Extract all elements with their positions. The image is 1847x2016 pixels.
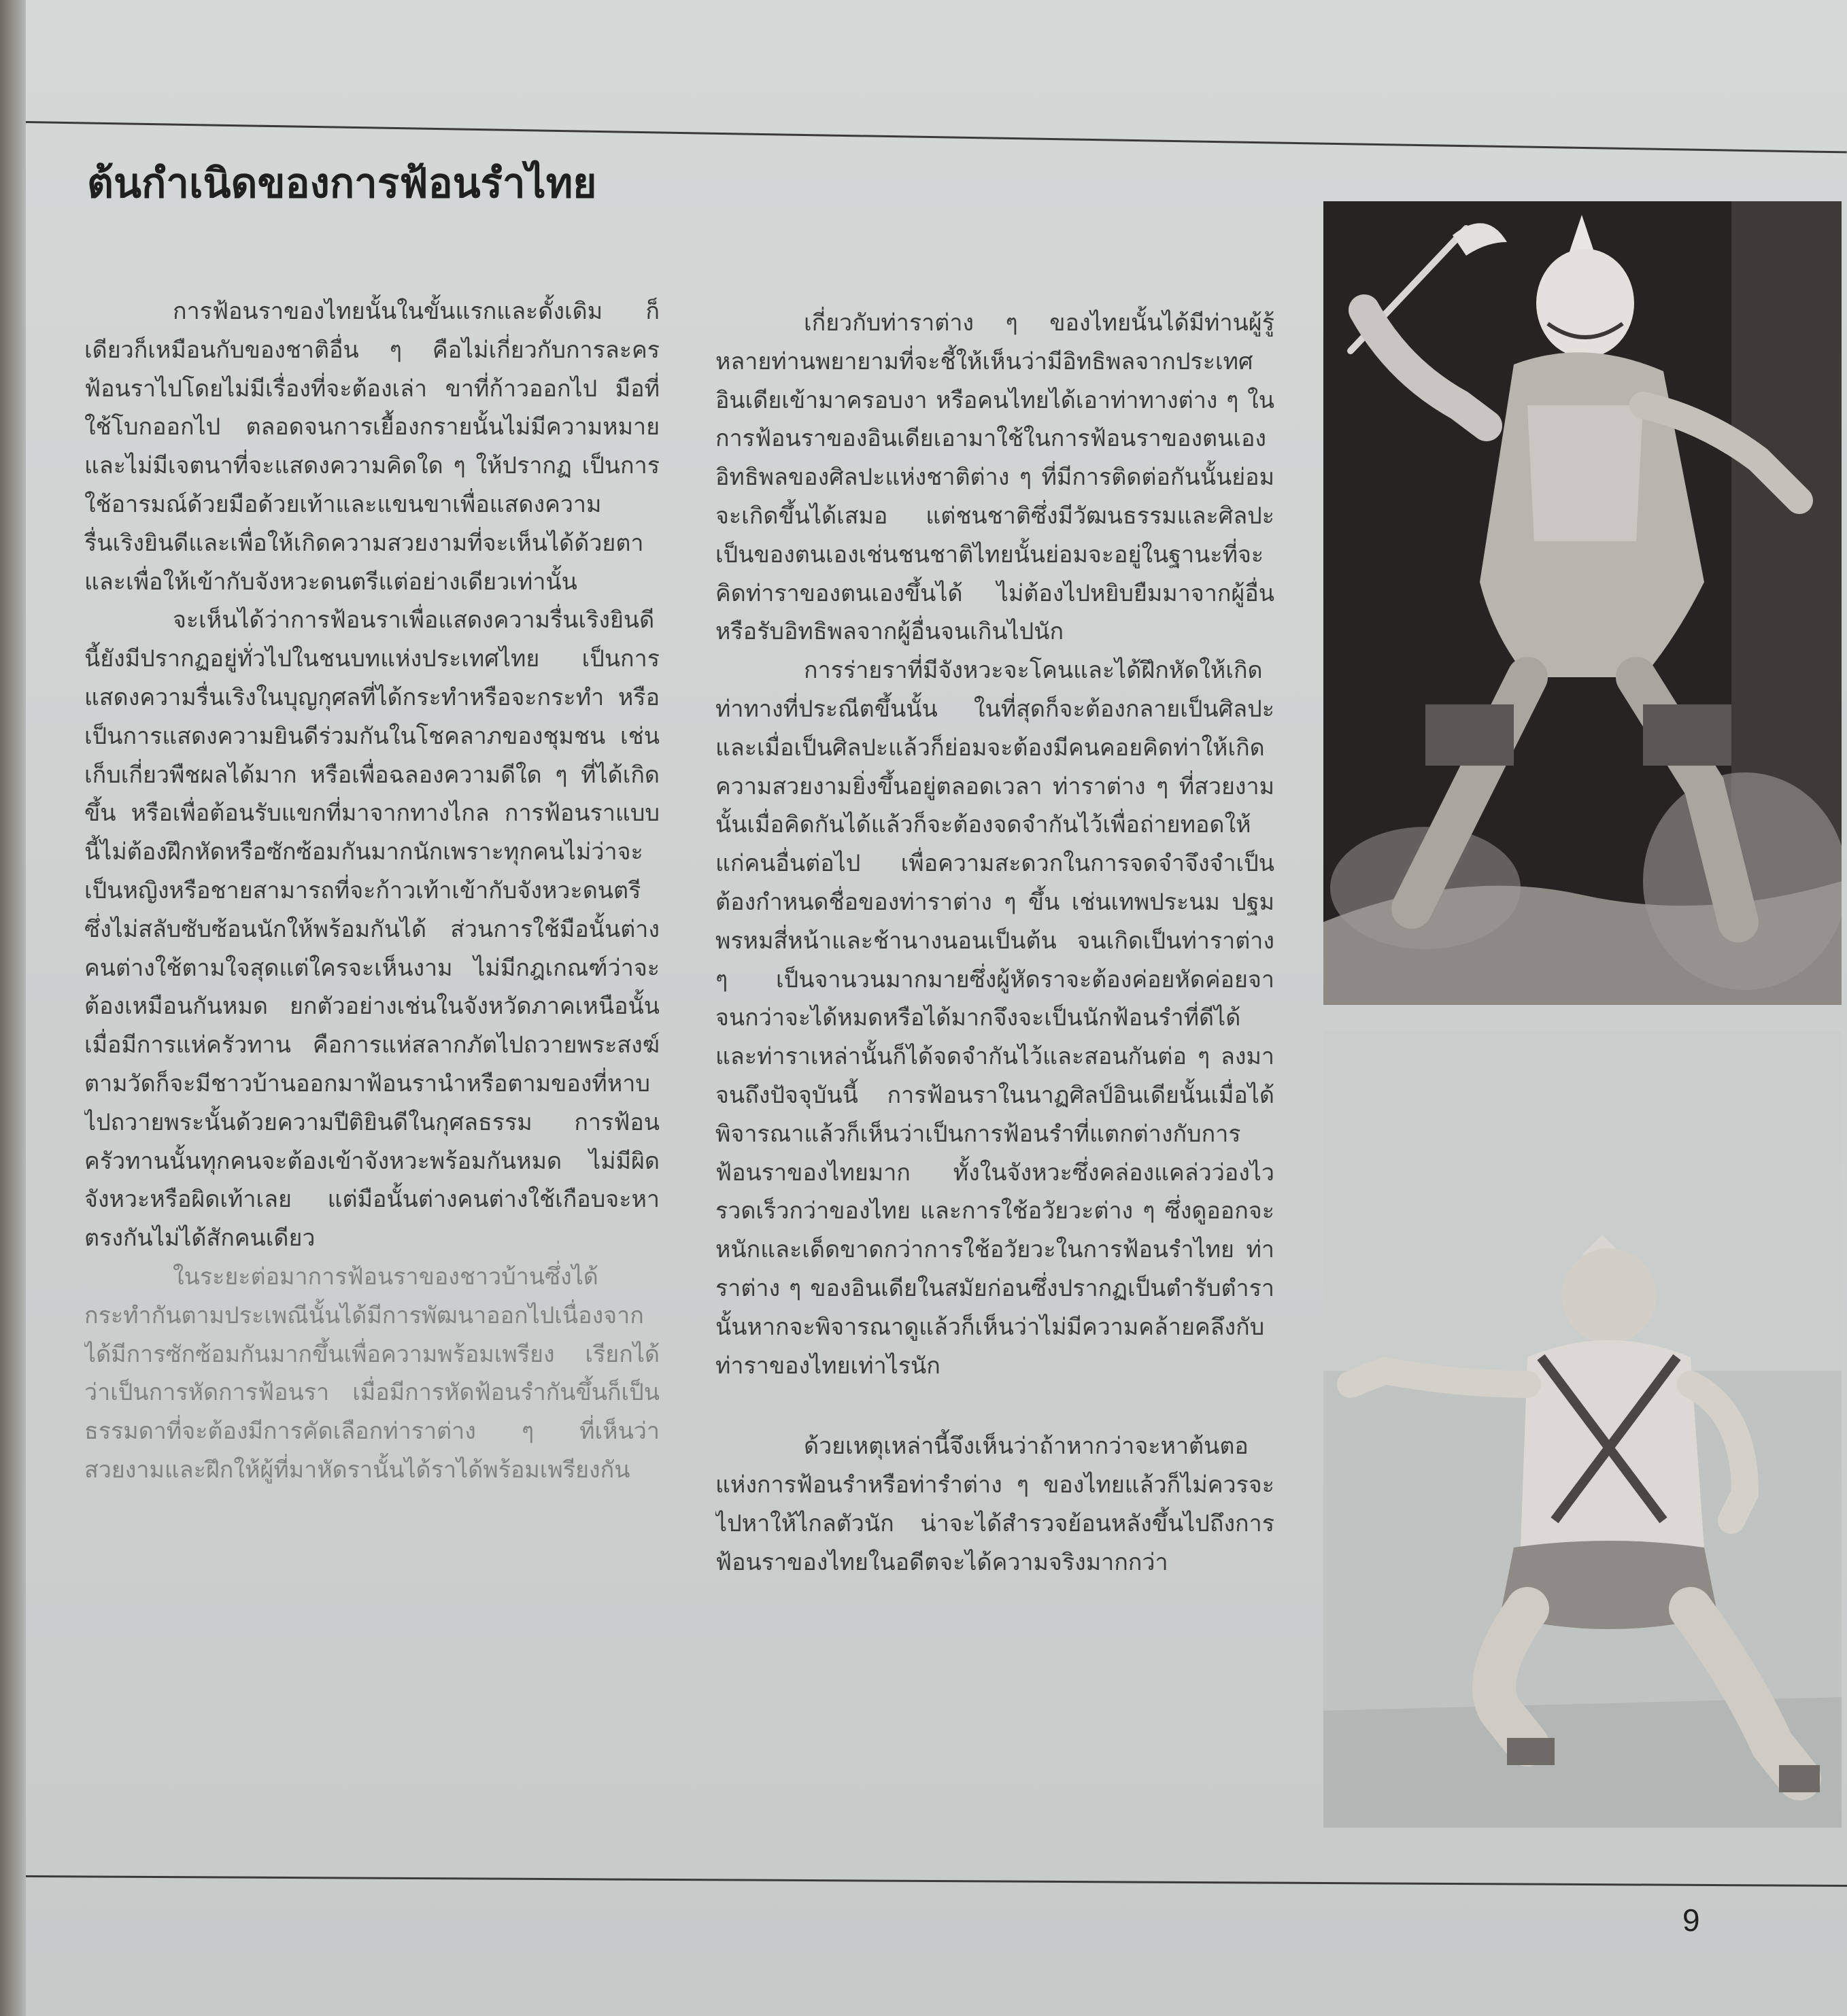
left-paragraph-3: ในระยะต่อมาการฟ้อนราของชาวบ้านซึ่งได้กระทำกันตามประเพณีนั้นได้มีการพัฒนาออกไปเนื่องจากได้มีการซักซ้อมกันมากขึ้นเพื่อความพร้อมเพรียง เรียกได้ว่าเป็นการหัดการฟ้อนรา เมื่อมีการหัดฟ้อนรำกันขึ้นก็เป็นธรรมดาที่จะต้องมีการคัดเลือกท่าราต่าง ๆ ที่เห็นว่าสวยงามและฝึกให้ผู้ที่มาหัดรานั้นได้ราได้พร้อมเพรียงกัน bbox=[84, 1263, 660, 1484]
page-number: 9 bbox=[1682, 1902, 1700, 1938]
book-binding-edge bbox=[0, 0, 26, 2016]
khon-dancer-studio-photo bbox=[1323, 1031, 1842, 1828]
bottom-rule bbox=[26, 1875, 1847, 1887]
middle-paragraph-1: เกี่ยวกับท่าราต่าง ๆ ของไทยนั้นได้มีท่านผู้รู้หลายท่านพยายามที่จะชี้ให้เห็นว่ามีอิทธิพลจากประเทศอินเดียเข้ามาครอบงา หรือคนไทยได้เอาท่าทางต่าง ๆ ในการฟ้อนราของอินเดียเอามาใช้ในการฟ้อนราของตนเอง อิทธิพลของศิลปะแห่งชาติต่าง ๆ ที่มีการติดต่อกันนั้นย่อมจะเกิดขึ้นได้เสมอ แต่ชนชาติซึ่งมีวัฒนธรรมและศิลปะเป็นของตนเองเช่นชนชาติไทยนั้นย่อมจะอยู่ในฐานะที่จะคิดท่าราของตนเองขึ้นได้ ไม่ต้องไปหยิบยืมมาจากผู้อื่นหรือรับอิทธิพลจากผู้อื่นจนเกินไปนัก bbox=[715, 309, 1274, 646]
khon-dancer-stage-photo bbox=[1323, 201, 1842, 1005]
left-paragraph-1: การฟ้อนราของไทยนั้นในขั้นแรกและดั้งเดิม ก็เดียวก็เหมือนกับของชาติอื่น ๆ คือไม่เกี่ยวกับการละคร ฟ้อนราไปโดยไม่มีเรื่องที่จะต้องเล่า ขาที่ก้าวออกไป มือที่ใช้โบกออกไป ตลอดจนการเยื้องกรายนั้นไม่มีความหมายและไม่มีเจตนาที่จะแสดงความคิดใด ๆ ให้ปรากฏ เป็นการใช้อารมณ์ด้วยมือด้วยเท้าและแขนขาเพื่อแสดงความรื่นเริงยินดีและเพื่อให้เกิดความสวยงามที่จะเห็นได้ด้วยตาและเพื่อให้เข้ากับจังหวะดนตรีแต่อย่างเดียวเท่านั้น bbox=[84, 298, 660, 596]
khon-dancer-studio-illustration bbox=[1323, 1031, 1842, 1828]
page-title: ต้นกำเนิดของการฟ้อนรำไทย bbox=[87, 160, 597, 207]
left-paragraph-2: จะเห็นได้ว่าการฟ้อนราเพื่อแสดงความรื่นเริงยินดีนี้ยังมีปรากฏอยู่ทั่วไปในชนบทแห่งประเทศไทย เป็นการแสดงความรื่นเริงในบุญกุศลที่ได้กระทำหรือจะกระทำ หรือเป็นการแสดงความยินดีร่วมกันในโชคลาภของชุมชน เช่นเก็บเกี่ยวพืชผลได้มาก หรือเพื่อฉลองความดีใด ๆ ที่ได้เกิดขึ้น หรือเพื่อต้อนรับแขกที่มาจากทางไกล การฟ้อนราแบบนี้ไม่ต้องฝึกหัดหรือซักซ้อมกันมากนักเพราะทุกคนไม่ว่าจะเป็นหญิงหรือชายสามารถที่จะก้าวเท้าเข้ากับจังหวะดนตรีซึ่งไม่สลับซับซ้อนนักให้พร้อมกันได้ ส่วนการใช้มือนั้นต่างคนต่างใช้ตามใจสุดแต่ใครจะเห็นงาม ไม่มีกฎเกณฑ์ว่าจะต้องเหมือนกันหมด ยกตัวอย่างเช่นในจังหวัดภาคเหนือนั้นเมื่อมีการแห่ครัวทาน คือการแห่สลากภัตไปถวายพระสงฆ์ตามวัดก็จะมีชาวบ้านออกมาฟ้อนรานำหรือตามของที่หาบไปถวายพระนั้นด้วยความปีติยินดีในกุศลธรรม การฟ้อนครัวทานนั้นทุกคนจะต้องเข้าจังหวะพร้อมกันหมด ไม่มีผิดจังหวะหรือผิดเท้าเลย แต่มือนั้นต่างคนต่างใช้เกือบจะหาตรงกันไม่ได้สักคนเดียว bbox=[84, 606, 660, 1252]
middle-paragraph-2: การร่ายราที่มีจังหวะจะโคนและได้ฝึกหัดให้เกิดท่าทางที่ประณีตขึ้นนั้น ในที่สุดก็จะต้องกลายเป็นศิลปะ และเมื่อเป็นศิลปะแล้วก็ย่อมจะต้องมีคนคอยคิดท่าให้เกิดความสวยงามยิ่งขึ้นอยู่ตลอดเวลา ท่าราต่าง ๆ ที่สวยงามนั้นเมื่อคิดกันได้แล้วก็จะต้องจดจำกันไว้เพื่อถ่ายทอดให้แก่คนอื่นต่อไป เพื่อความสะดวกในการจดจำจึงจำเป็นต้องกำหนดชื่อของท่าราต่าง ๆ ขึ้น เช่นเทพประนม ปฐม พรหมสี่หน้าและช้านางนอนเป็นต้น จนเกิดเป็นท่าราต่าง ๆ เป็นจานวนมากมายซึ่งผู้หัดราจะต้องค่อยหัดค่อยจาจนกว่าจะได้หมดหรือได้มากจึงจะเป็นนักฟ้อนรำที่ดีได้ และท่าราเหล่านั้นก็ได้จดจำกันไว้และสอนกันต่อ ๆ ลงมาจนถึงปัจจุบันนี้ การฟ้อนราในนาฏศิลป์อินเดียนั้นเมื่อได้พิจารณาแล้วก็เห็นว่าเป็นการฟ้อนรำที่แตกต่างกับการฟ้อนราของไทยมาก ทั้งในจังหวะซึ่งคล่องแคล่วว่องไวรวดเร็วกว่าของไทย และการใช้อวัยวะต่าง ๆ ซึ่งดูออกจะหนักและเด็ดขาดกว่าการใช้อวัยวะในการฟ้อนรำไทย ท่าราต่าง ๆ ของอินเดียในสมัยก่อนซึ่งปรากฏเป็นตำรับตำรานั้นหากจะพิจารณาดูแล้วก็เห็นว่าไม่มีความคล้ายคลึงกับท่าราของไทยเท่าไรนัก bbox=[715, 657, 1274, 1380]
top-rule bbox=[26, 121, 1847, 153]
middle-text-column bbox=[715, 304, 1274, 1745]
middle-paragraph-3: ด้วยเหตุเหล่านี้จึงเห็นว่าถ้าหากว่าจะหาต้นตอแห่งการฟ้อนรำหรือท่ารำต่าง ๆ ของไทยแล้วก็ไม่ควรจะไปหาให้ไกลตัวนัก น่าจะได้สำรวจย้อนหลังขึ้นไปถึงการฟ้อนราของไทยในอดีตจะได้ความจริงมากกว่า bbox=[715, 1433, 1274, 1576]
left-text-column bbox=[84, 292, 660, 1741]
khon-dancer-stage-illustration bbox=[1323, 201, 1842, 1005]
